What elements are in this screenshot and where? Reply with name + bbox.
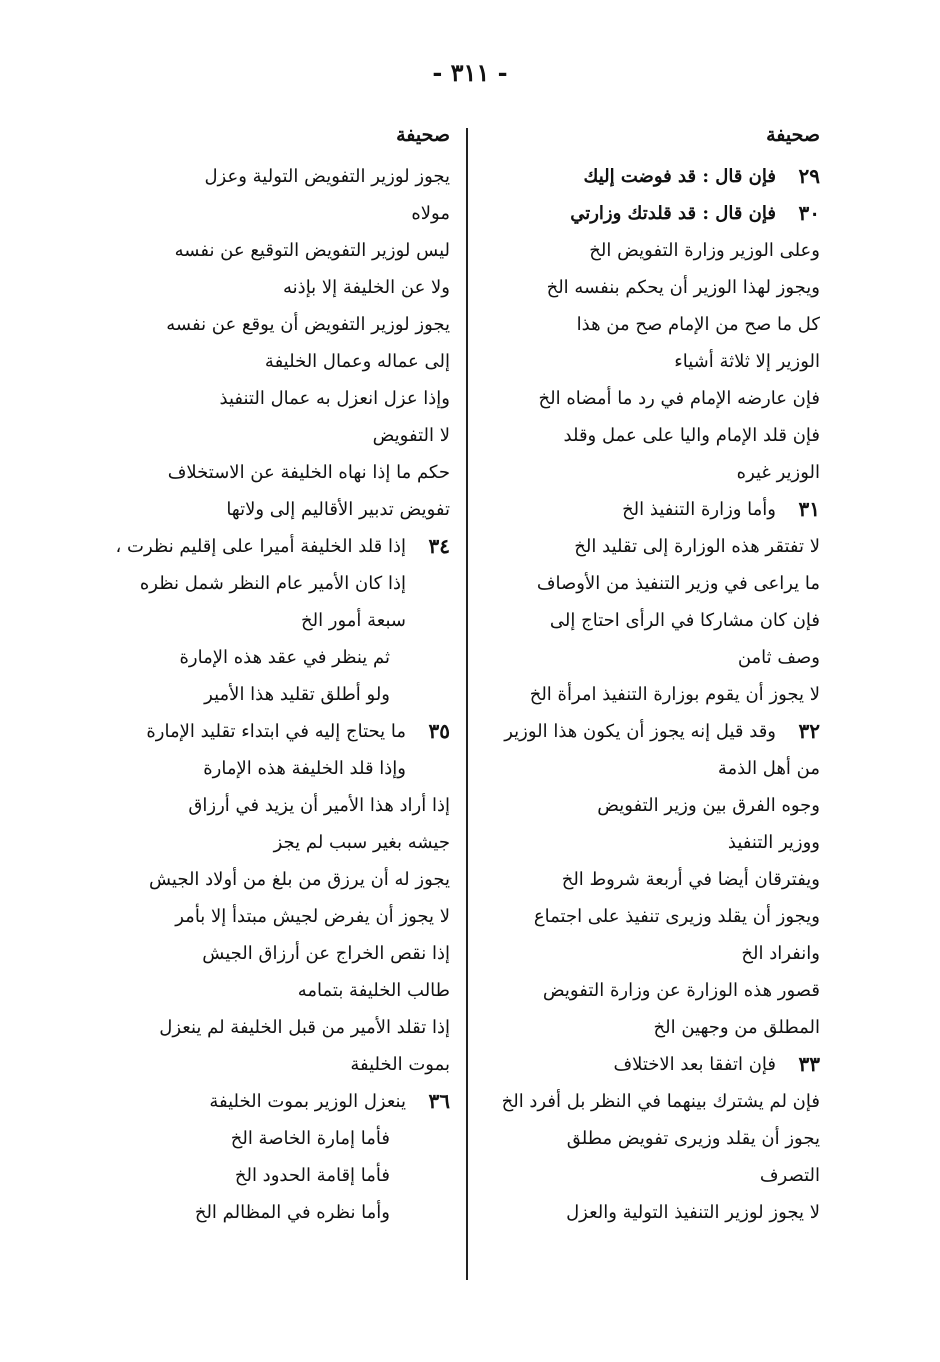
entry-line: قصور هذه الوزارة عن وزارة التفويض <box>542 980 820 1001</box>
entry-line: إذا أراد هذا الأمير أن يزيد في أرزاق <box>188 795 450 816</box>
column-header: صحيفة <box>766 124 820 146</box>
entry-continuation <box>490 528 820 713</box>
index-entry <box>490 491 820 528</box>
entry-line: فإن قال : قد فوضت إليك <box>583 166 776 187</box>
entry-line: وإذا قلد الخليفة هذه الإمارة <box>203 758 406 779</box>
index-entry <box>130 1083 450 1231</box>
entry-line: فإن كان مشاركا في الرأى احتاج إلى <box>549 610 820 631</box>
entry-line: لا تفتقر هذه الوزارة إلى تقليد الخ <box>574 536 820 557</box>
entry-line: جيشه بغير سبب لم يجز <box>273 832 450 853</box>
entry-line: بموت الخليفة <box>350 1054 450 1075</box>
entry-line: فأما إمارة الخاصة الخ <box>230 1128 390 1149</box>
entry-line: إلى عماله وعمال الخليفة <box>264 351 450 372</box>
entry-line: وأما نظره في المظالم الخ <box>194 1202 390 1223</box>
entry-line: إذا قلد الخليفة أميرا على إقليم نظرت ، <box>115 536 406 557</box>
entry-line: يجوز لوزير التفويض التولية وعزل <box>204 166 450 187</box>
entry-line: ويجوز لهذا الوزير أن يحكم بنفسه الخ <box>546 277 820 298</box>
column-divider <box>466 128 468 1280</box>
right-column <box>490 120 820 1231</box>
entry-continuation <box>490 1083 820 1231</box>
entry-line: الوزير غيره <box>736 462 820 483</box>
entry-page-number: ٣٢ <box>798 719 820 743</box>
entry-line: سبعة أمور الخ <box>300 610 406 631</box>
entry-line: لا يجوز أن يقوم بوزارة التنفيذ امرأة الخ <box>529 684 820 705</box>
entry-line: من أهل الذمة <box>717 758 820 779</box>
index-entry <box>490 195 820 232</box>
entry-page-number: ٣٠ <box>798 201 820 225</box>
entry-line: ما يراعى في وزير التنفيذ من الأوصاف <box>536 573 820 594</box>
entry-continuation <box>490 232 820 491</box>
index-entry <box>490 1046 820 1083</box>
entry-line: ثم ينظر في عقد هذه الإمارة <box>179 647 390 668</box>
entry-line: وأما وزارة التنفيذ الخ <box>622 499 776 520</box>
entry-line: فإن قلد الإمام واليا على عمل وقلد <box>563 425 820 446</box>
entry-line: فإن لم يشترك بينهما في النظر بل أفرد الخ <box>501 1091 820 1112</box>
entry-page-number: ٣٤ <box>428 534 450 558</box>
entry-line: ويجوز أن يقلد وزيرى تنفيذ على اجتماع <box>533 906 820 927</box>
entry-line: فإن عارضه الإمام في رد ما أمضاه الخ <box>538 388 820 409</box>
entry-continuation <box>490 750 820 1046</box>
entry-line: ينعزل الوزير بموت الخليفة <box>209 1091 406 1112</box>
entry-line: وانفراد الخ <box>741 943 820 964</box>
entry-continuation <box>130 787 450 1083</box>
entry-line: فإن قال : قد قلدتك وزارتي <box>570 203 776 224</box>
entry-line: تفويض تدبير الأقاليم إلى ولاتها <box>226 499 450 520</box>
entry-page-number: ٢٩ <box>798 164 820 188</box>
entry-page-number: ٣٣ <box>798 1052 820 1076</box>
entry-line: فأما إقامة الحدود الخ <box>234 1165 390 1186</box>
index-entry <box>490 713 820 750</box>
page-number: - ٣١١ - <box>432 58 508 87</box>
entry-line: إذا كان الأمير عام النظر شمل نظره <box>139 573 406 594</box>
index-entry <box>115 528 450 713</box>
entry-line: وجوه الفرق بين وزير التفويض <box>597 795 820 816</box>
entry-line: يجوز لوزير التفويض أن يوقع عن نفسه <box>166 314 450 335</box>
index-entry <box>490 158 820 195</box>
entry-line: فإن اتفقا بعد الاختلاف <box>613 1054 776 1075</box>
entry-line: يجوز أن يقلد وزيرى تفويض مطلق <box>566 1128 820 1149</box>
entry-line: وقد قيل إنه يجوز أن يكون هذا الوزير <box>504 721 776 742</box>
entry-line: وإذا عزل انعزل به عمال التنفيذ <box>219 388 450 409</box>
entry-line: ولو أطلق تقليد هذا الأمير <box>204 684 390 705</box>
entry-line: يجوز له أن يرزق من بلغ من أولاد الجيش <box>148 869 450 890</box>
entry-line: كل ما صح من الإمام صح من هذا <box>576 314 820 335</box>
entry-line: إذا نقص الخراج عن أرزاق الجيش <box>202 943 450 964</box>
entry-line: ولا عن الخليفة إلا بإذنه <box>283 277 450 298</box>
column-header: صحيفة <box>396 124 450 146</box>
entry-line: حكم ما إذا نهاه الخليفة عن الاستخلاف <box>167 462 450 483</box>
entry-line: التصرف <box>759 1165 820 1186</box>
entry-page-number: ٣٦ <box>428 1089 450 1113</box>
entry-line: ليس لوزير التفويض التوقيع عن نفسه <box>174 240 450 261</box>
entry-line: لا يجوز أن يفرض لجيش مبتدأ إلا بأمر <box>175 906 450 927</box>
entry-line: لا التفويض <box>372 425 450 446</box>
entry-continuation <box>130 158 450 528</box>
entry-line: مولاه <box>411 203 450 224</box>
entry-line: طالب الخليفة بتمامه <box>297 980 450 1001</box>
entry-line: ووزير التنفيذ <box>727 832 820 853</box>
entry-page-number: ٣١ <box>798 497 820 521</box>
index-entry <box>130 713 450 787</box>
entry-line: لا يجوز لوزير التنفيذ التولية والعزل <box>566 1202 820 1223</box>
left-column <box>115 120 450 1231</box>
entry-line: وعلى الوزير وزارة التفويض الخ <box>589 240 820 261</box>
entry-line: إذا تقلد الأمير من قبل الخليفة لم ينعزل <box>159 1017 450 1038</box>
entry-line: ويفترقان أيضا في أربعة شروط الخ <box>561 869 820 890</box>
entry-line: الوزير إلا ثلاثة أشياء <box>674 351 820 372</box>
entry-line: المطلق من وجهين الخ <box>653 1017 820 1038</box>
entry-line: ما يحتاج إليه في ابتداء تقليد الإمارة <box>146 721 406 742</box>
entry-page-number: ٣٥ <box>428 719 450 743</box>
entry-line: وصف ثامن <box>737 647 820 668</box>
